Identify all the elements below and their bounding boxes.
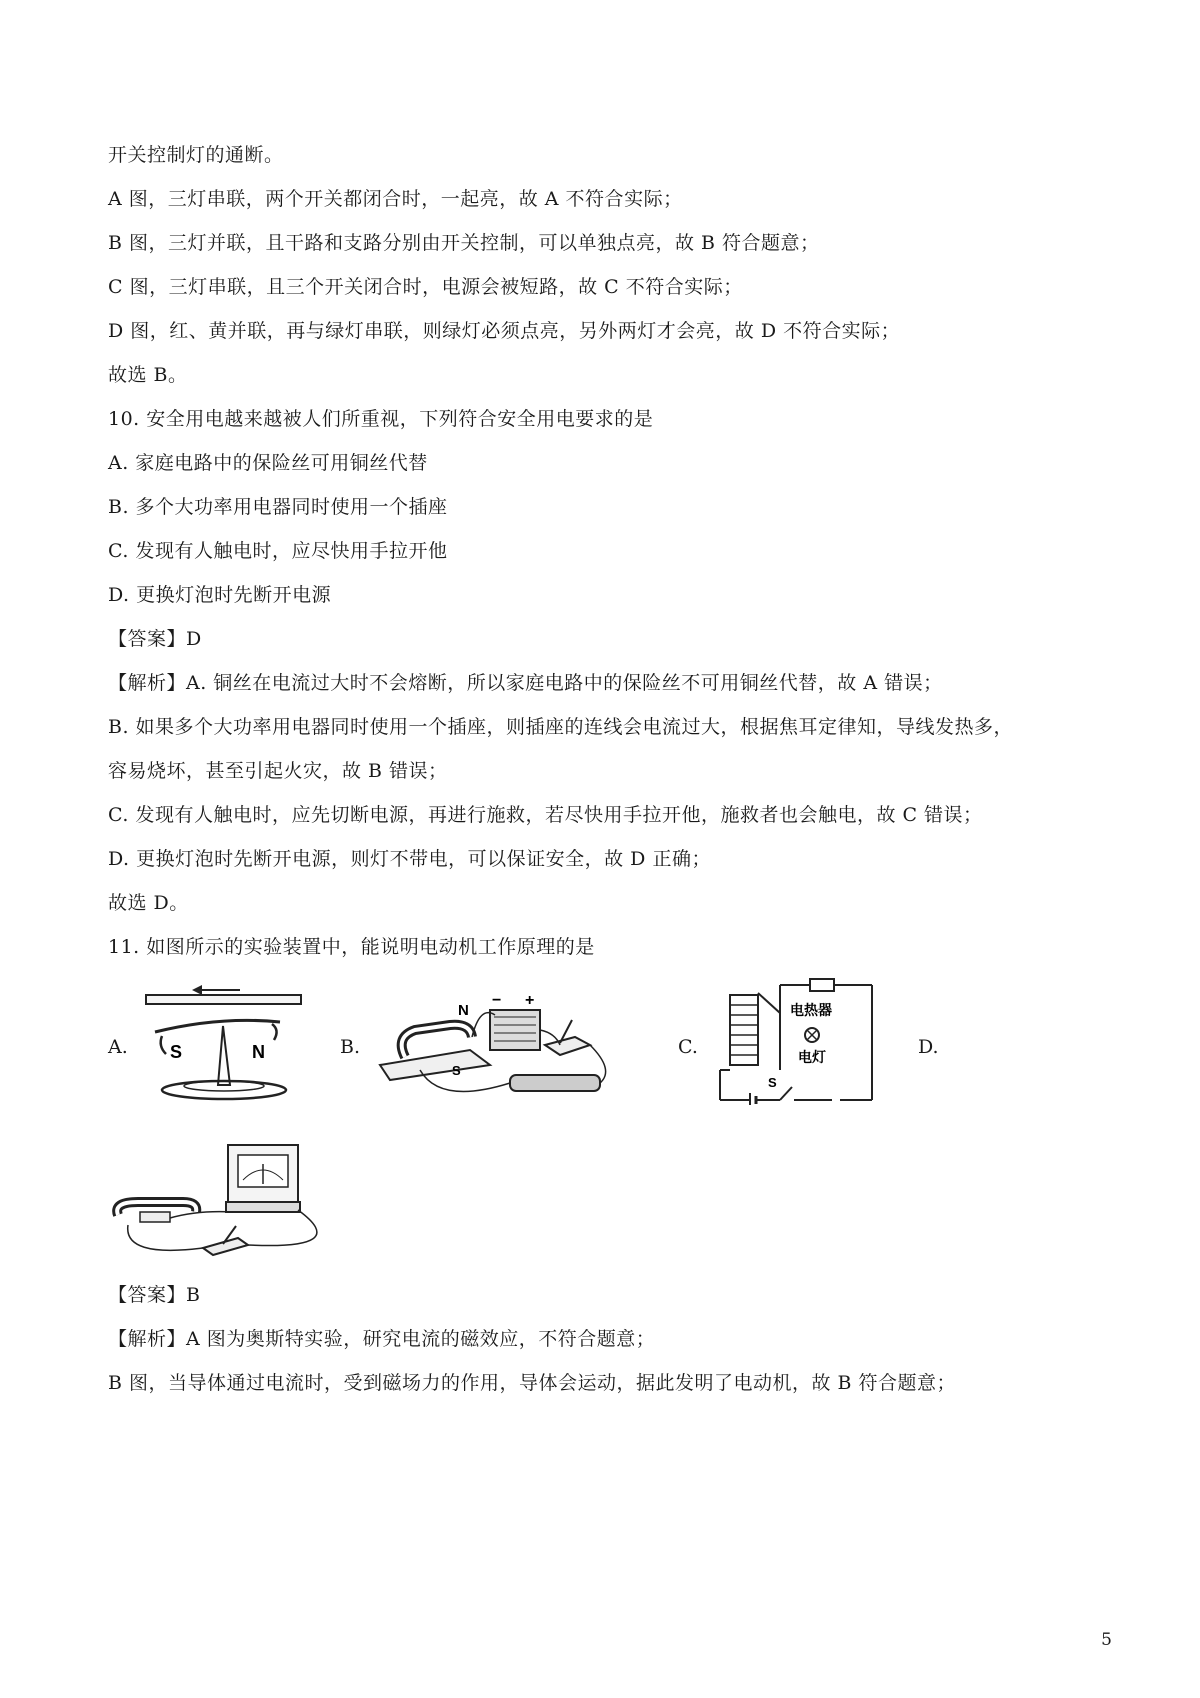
figure-d-generator-apparatus <box>108 1140 358 1270</box>
answer-11: 【答案】B <box>108 1284 201 1306</box>
analysis-10: 【解析】A. 铜丝在电流过大时不会熔断，所以家庭电路中的保险丝不可用铜丝代替，故 A 错误； <box>108 672 943 694</box>
text-line: B 图，当导体通过电流时，受到磁场力的作用，导体会运动，据此发明了电动机，故 B 符合题意； <box>108 1372 957 1394</box>
figure-label-a: A. <box>108 1036 128 1058</box>
analysis-11: 【解析】A 图为奥斯特实验，研究电流的磁效应，不符合题意； <box>108 1328 656 1350</box>
switch-label: S <box>768 1075 777 1090</box>
north-pole-label: N <box>252 1042 265 1062</box>
magnet-south-label: S <box>452 1063 461 1078</box>
lamp-label: 电灯 <box>798 1049 826 1065</box>
text-line: 开关控制灯的通断。 <box>108 144 284 166</box>
page-number: 5 <box>1101 1630 1112 1650</box>
figure-label-b: B. <box>340 1036 361 1058</box>
battery-plus-label: + <box>525 992 535 1009</box>
figure-b-motor-apparatus <box>360 975 640 1110</box>
figure-label-d: D. <box>918 1036 939 1058</box>
south-pole-label: S <box>170 1042 183 1062</box>
text-line: D. 更换灯泡时先断开电源，则灯不带电，可以保证安全，故 D 正确； <box>108 848 711 870</box>
figure-label-c: C. <box>678 1036 698 1058</box>
text-line: B. 如果多个大功率用电器同时使用一个插座，则插座的连线会电流过大，根据焦耳定律知，导线发热多， <box>108 716 1014 738</box>
answer-10: 【答案】D <box>108 628 202 650</box>
question-10: 10. 安全用电越来越被人们所重视，下列符合安全用电要求的是 <box>108 408 654 430</box>
question-11: 11. 如图所示的实验装置中，能说明电动机工作原理的是 <box>108 936 595 958</box>
text-line: A 图，三灯串联，两个开关都闭合时，一起亮，故 A 不符合实际； <box>108 188 683 210</box>
heater-label: 电热器 <box>790 1002 832 1018</box>
option-a: A. 家庭电路中的保险丝可用铜丝代替 <box>108 452 428 474</box>
text-line: C 图，三灯串联，且三个开关闭合时，电源会被短路，故 C 不符合实际； <box>108 276 743 298</box>
text-line: B 图，三灯并联，且干路和支路分别由开关控制，可以单独点亮，故 B 符合题意； <box>108 232 820 254</box>
battery-minus-label: − <box>492 992 502 1009</box>
text-line: 容易烧坏，甚至引起火灾，故 B 错误； <box>108 760 448 782</box>
text-line: C. 发现有人触电时，应先切断电源，再进行施救，若尽快用手拉开他，施救者也会触电，故 C 错误； <box>108 804 983 826</box>
option-d: D. 更换灯泡时先断开电源 <box>108 584 332 606</box>
text-line: D 图，红、黄并联，再与绿灯串联，则绿灯必须点亮，另外两灯才会亮，故 D 不符合实际； <box>108 320 901 342</box>
figure-c-relay-circuit <box>712 975 882 1105</box>
option-b: B. 多个大功率用电器同时使用一个插座 <box>108 496 448 518</box>
figure-a-oersted-experiment <box>140 980 310 1105</box>
text-line: 故选 D。 <box>108 892 189 914</box>
magnet-north-label: N <box>458 1002 469 1019</box>
option-c: C. 发现有人触电时，应尽快用手拉开他 <box>108 540 448 562</box>
text-line: 故选 B。 <box>108 364 188 386</box>
